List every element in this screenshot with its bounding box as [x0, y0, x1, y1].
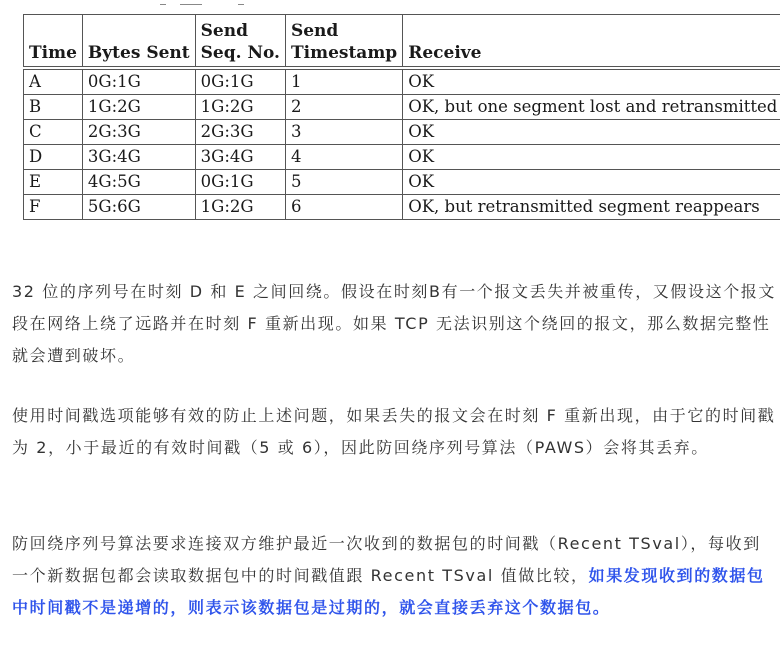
highlighted-discard-rule: 如果发现收到的数据包中时间戳不是递增的，则表示该数据包是过期的，就会直接丢弃这个数据包。	[12, 566, 765, 617]
cell-seq: 0G:1G	[195, 170, 285, 195]
table-row	[24, 195, 780, 220]
table-row	[24, 170, 780, 195]
header-send-seq-line2: Seq. No.	[200, 43, 280, 63]
cell-bytes-sent: 4G:5G	[82, 170, 195, 195]
header-time: Time	[24, 15, 83, 69]
cell-time: D	[24, 145, 83, 170]
cell-receive: OK	[403, 120, 780, 145]
cell-seq: 1G:2G	[195, 95, 285, 120]
cell-bytes-sent: 1G:2G	[82, 95, 195, 120]
header-send-timestamp	[285, 15, 402, 69]
cell-receive: OK	[403, 170, 780, 195]
cropped-caption-fragment	[160, 4, 250, 6]
cell-bytes-sent: 0G:1G	[82, 68, 195, 95]
table-row	[24, 145, 780, 170]
cell-seq: 3G:4G	[195, 145, 285, 170]
table-row	[24, 95, 780, 120]
cell-time: A	[24, 68, 83, 95]
cell-time: F	[24, 195, 83, 220]
cell-timestamp: 1	[285, 68, 402, 95]
paws-explanation-text: 防回绕序列号算法要求连接双方维护最近一次收到的数据包的时间戳（Recent TSval），每收到一个新数据包都会读取数据包中的时间戳值跟 Recent TSval 值做比较，	[12, 534, 761, 585]
header-send-seq-line1: Send	[200, 21, 248, 41]
cell-receive: OK, but retransmitted segment reappears	[403, 195, 780, 220]
cell-timestamp: 6	[285, 195, 402, 220]
table-row	[24, 68, 780, 95]
header-send-seq	[195, 15, 285, 69]
table-header-row	[24, 15, 780, 69]
cell-receive: OK, but one segment lost and retransmitted	[403, 95, 780, 120]
cell-timestamp: 3	[285, 120, 402, 145]
cell-receive: OK	[403, 145, 780, 170]
cell-bytes-sent: 3G:4G	[82, 145, 195, 170]
cell-seq: 1G:2G	[195, 195, 285, 220]
tcp-sequence-table	[23, 14, 780, 220]
cell-time: E	[24, 170, 83, 195]
cell-seq: 2G:3G	[195, 120, 285, 145]
cell-bytes-sent: 2G:3G	[82, 120, 195, 145]
header-receive: Receive	[403, 15, 780, 69]
paragraph-paws-algorithm	[12, 528, 776, 624]
table-row	[24, 120, 780, 145]
cell-timestamp: 4	[285, 145, 402, 170]
cell-receive: OK	[403, 68, 780, 95]
cell-timestamp: 5	[285, 170, 402, 195]
header-send-ts-line1: Send	[290, 21, 339, 41]
cell-time: B	[24, 95, 83, 120]
header-send-ts-line2: Timestamp	[290, 43, 398, 63]
cell-timestamp: 2	[285, 95, 402, 120]
paragraph-sequence-wraparound: 32 位的序列号在时刻 D 和 E 之间回绕。假设在时刻B有一个报文丢失并被重传，又假设这个报文段在网络上绕了远路并在时刻 F 重新出现。如果 TCP 无法识别这个绕回的报文，那么数据完整性就会遭到破坏。	[12, 282, 776, 365]
cell-seq: 0G:1G	[195, 68, 285, 95]
header-bytes-sent: Bytes Sent	[82, 15, 195, 69]
cell-time: C	[24, 120, 83, 145]
cell-bytes-sent: 5G:6G	[82, 195, 195, 220]
paragraph-timestamp-option: 使用时间戳选项能够有效的防止上述问题，如果丢失的报文会在时刻 F 重新出现，由于它的时间戳为 2，小于最近的有效时间戳（5 或 6），因此防回绕序列号算法（PAWS）会将其丢弃。	[12, 406, 776, 457]
